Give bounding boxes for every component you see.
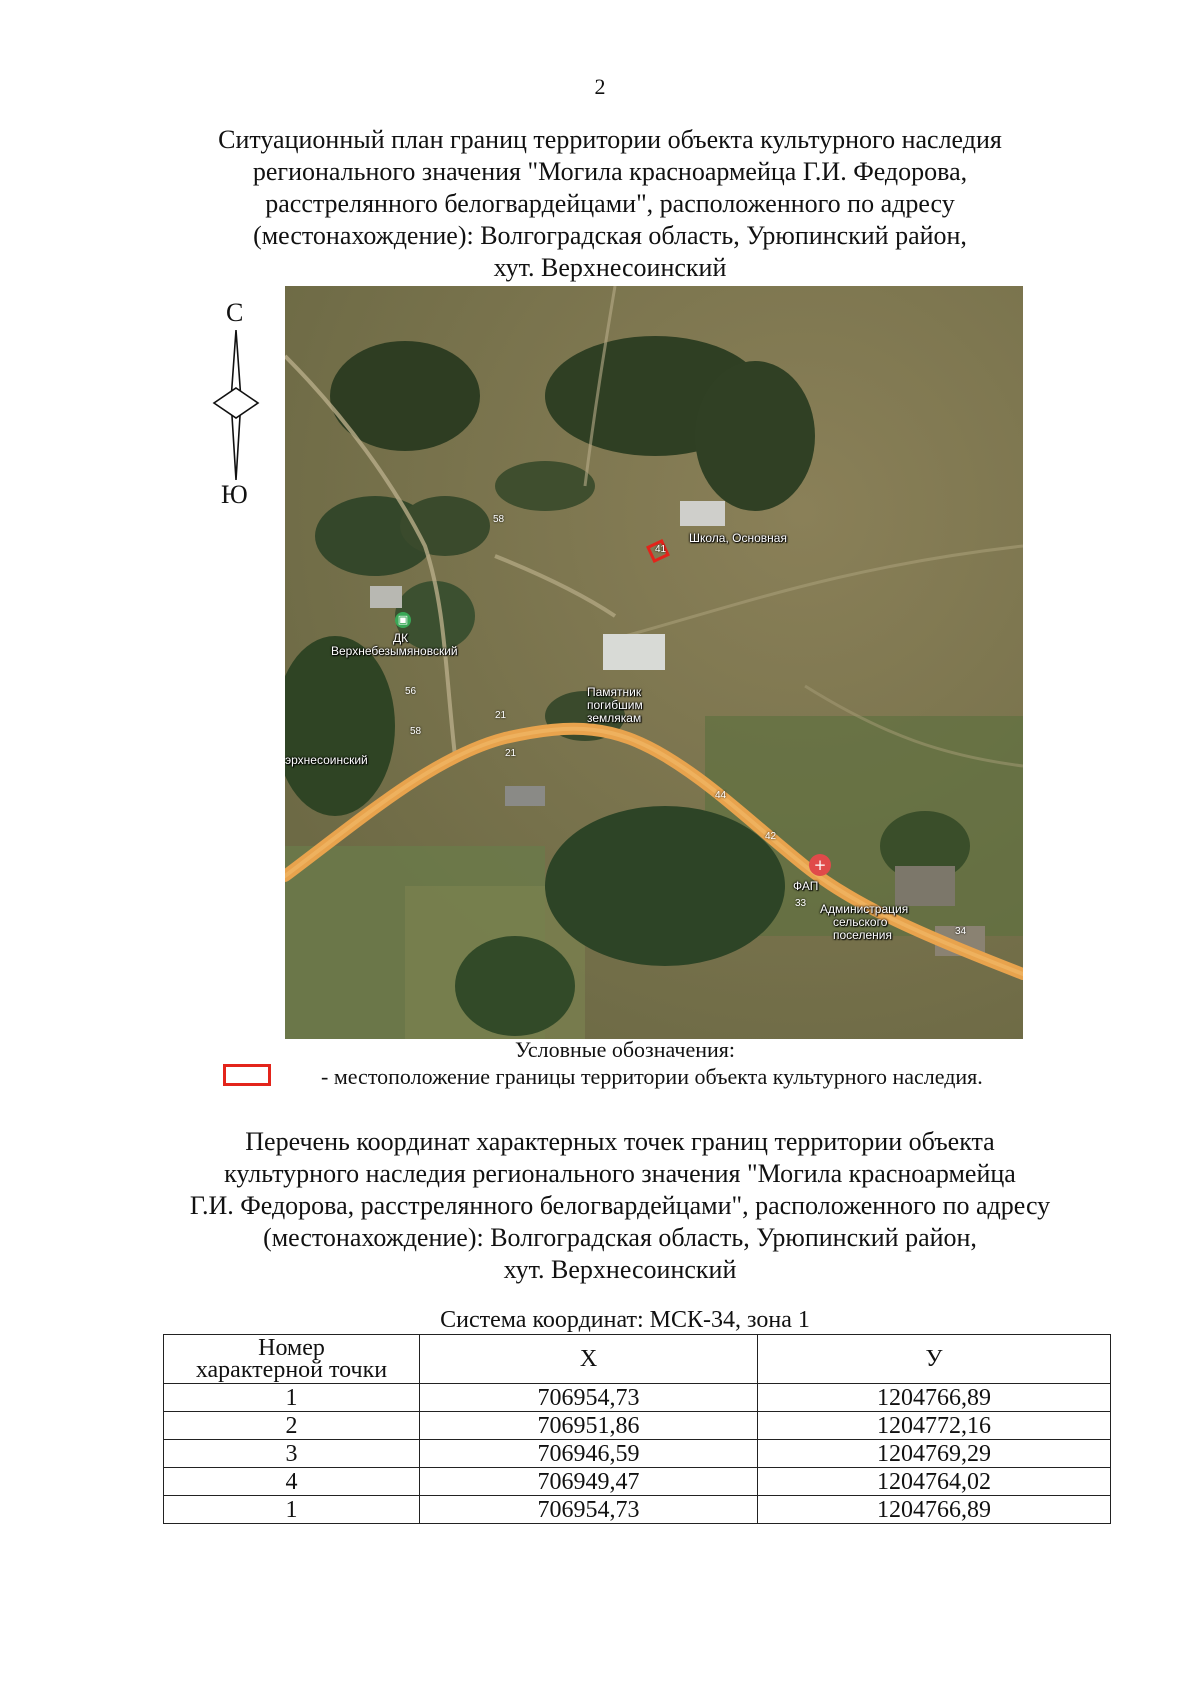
table-row <box>164 1440 1111 1468</box>
table-row <box>164 1412 1111 1440</box>
table-header-row <box>164 1335 1111 1384</box>
cell-x: 706951,86 <box>420 1412 758 1440</box>
map-label-dk-name: Верхнебезымяновский <box>331 644 458 658</box>
coordinate-system-label: Система координат: МСК-34, зона 1 <box>440 1307 810 1333</box>
table-row <box>164 1468 1111 1496</box>
list-title-line: хут. Верхнесоинский <box>503 1255 737 1284</box>
map-label-fap: ФАП <box>793 879 819 893</box>
house-number: 21 <box>495 710 507 721</box>
list-title-line: Перечень координат характерных точек границ территории объекта <box>245 1127 995 1156</box>
table-row <box>164 1384 1111 1412</box>
house-number: 58 <box>410 726 422 737</box>
map-label-monument: Памятник <box>587 685 642 699</box>
cell-y: 1204764,02 <box>758 1468 1111 1496</box>
map-label-admin: поселения <box>833 928 892 942</box>
cell-point-number: 1 <box>164 1496 420 1524</box>
satellite-map <box>285 286 1023 1039</box>
house-number: 21 <box>505 748 517 759</box>
compass-arrow-icon <box>206 300 266 510</box>
culture-center-icon: ▣ <box>395 612 411 628</box>
plan-title-line: регионального значения "Могила красноармейца Г.И. Федорова, <box>252 157 968 186</box>
compass-north-label: С <box>226 298 244 327</box>
cell-point-number: 2 <box>164 1412 420 1440</box>
table-row <box>164 1496 1111 1524</box>
legend-boundary-swatch <box>223 1064 271 1086</box>
header-y: У <box>758 1335 1111 1384</box>
cell-x: 706954,73 <box>420 1496 758 1524</box>
map-label-dk: ДК <box>393 631 409 645</box>
map-label-monument: погибшим <box>587 698 643 712</box>
map-label-admin: Администрация <box>820 902 909 916</box>
map-label-village: эрхнесоинский <box>285 753 368 767</box>
list-title-line: Г.И. Федорова, расстрелянного белогвардейцами", расположенного по адресу <box>189 1191 1051 1220</box>
plan-title-line: Ситуационный план границ территории объекта культурного наследия <box>218 125 1002 154</box>
legend-item-text: - местоположение границы территории объекта культурного наследия. <box>321 1064 983 1089</box>
map-label-admin: сельского <box>833 915 888 929</box>
house-number: 56 <box>405 686 417 697</box>
medical-icon: + <box>809 854 831 876</box>
house-number: 41 <box>655 544 667 555</box>
list-title-line: культурного наследия регионального значения "Могила красноармейца <box>224 1159 1016 1188</box>
coordinate-list-title <box>160 1126 1080 1286</box>
cell-y: 1204769,29 <box>758 1440 1111 1468</box>
page-number: 2 <box>594 74 606 99</box>
cell-y: 1204772,16 <box>758 1412 1111 1440</box>
cell-x: 706946,59 <box>420 1440 758 1468</box>
house-number: 34 <box>955 926 967 937</box>
header-point-number <box>164 1335 420 1384</box>
list-title-line: (местонахождение): Волгоградская область, Урюпинский район, <box>263 1223 977 1252</box>
cell-x: 706949,47 <box>420 1468 758 1496</box>
cell-point-number: 3 <box>164 1440 420 1468</box>
house-number: 33 <box>795 898 807 909</box>
header-point-number-line: характерной точки <box>195 1357 388 1383</box>
header-x: X <box>420 1335 758 1384</box>
map-label-monument: землякам <box>587 711 642 725</box>
house-number: 42 <box>765 831 777 842</box>
cell-y: 1204766,89 <box>758 1384 1111 1412</box>
compass-south-label: Ю <box>221 480 248 509</box>
header-point-number-line: Номер <box>258 1335 325 1361</box>
plan-title-line: (местонахождение): Волгоградская область, Урюпинский район, <box>253 221 967 250</box>
cell-y: 1204766,89 <box>758 1496 1111 1524</box>
legend-title: Условные обозначения: <box>514 1037 736 1062</box>
cell-x: 706954,73 <box>420 1384 758 1412</box>
house-number: 58 <box>493 514 505 525</box>
plan-title-line: хут. Верхнесоинский <box>493 253 727 282</box>
coordinates-table <box>163 1334 1111 1524</box>
map-label-school: Школа, Основная <box>689 531 787 545</box>
cell-point-number: 1 <box>164 1384 420 1412</box>
satellite-imagery <box>285 286 1023 1039</box>
cell-point-number: 4 <box>164 1468 420 1496</box>
plan-title <box>180 124 1040 284</box>
house-number: 44 <box>715 790 727 801</box>
plan-title-line: расстрелянного белогвардейцами", расположенного по адресу <box>265 189 955 218</box>
